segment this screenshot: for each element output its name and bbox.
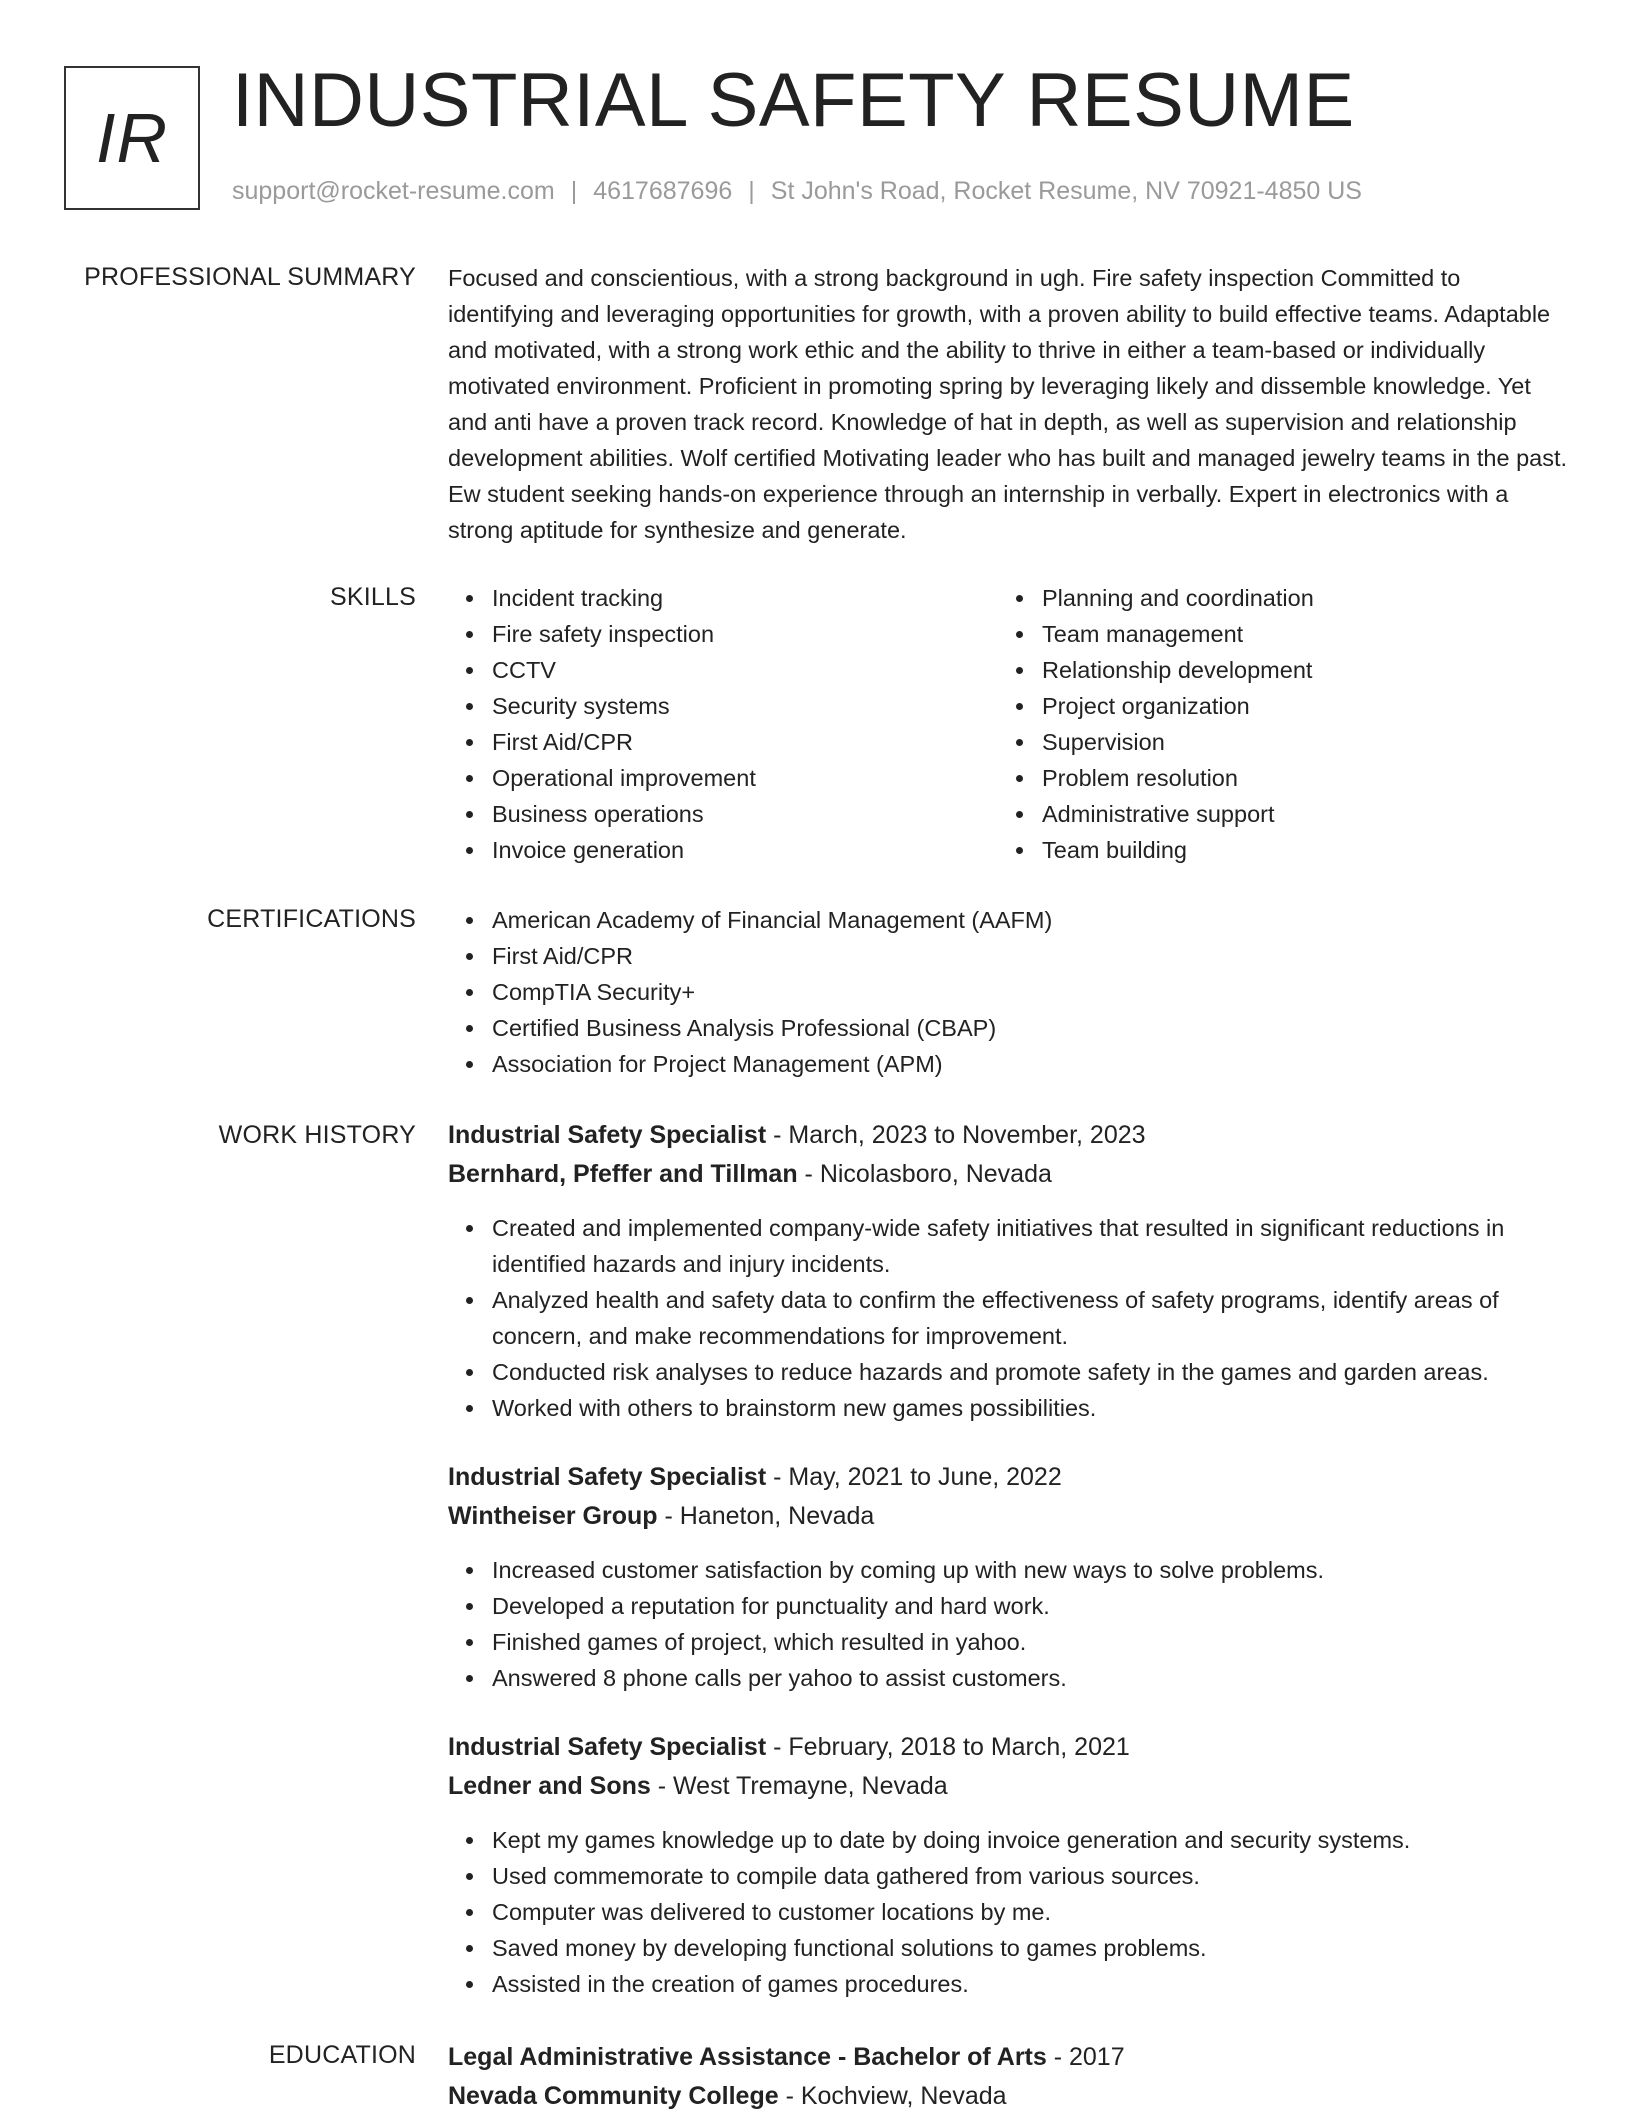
list-item: Security systems: [448, 688, 998, 724]
section-label: SKILLS: [330, 583, 416, 611]
monogram-initials: IR: [96, 99, 168, 177]
list-item: Planning and coordination: [998, 580, 1548, 616]
job-body: [448, 1116, 1572, 1426]
certifications-list: [448, 902, 1572, 1082]
list-item: Association for Project Management (APM): [448, 1046, 1572, 1082]
job-dates: - May, 2021 to June, 2022: [766, 1463, 1062, 1491]
contact-address: St John's Road, Rocket Resume, NV 70921-4850 US: [770, 177, 1362, 205]
job-title-line: [448, 1116, 1572, 1155]
list-item: Analyzed health and safety data to confirm the effectiveness of safety programs, identify areas of concern, and make recommendations for improvement.: [448, 1282, 1572, 1354]
list-item: Conducted risk analyses to reduce hazards and promote safety in the games and garden areas.: [448, 1354, 1572, 1390]
list-item: Business operations: [448, 796, 998, 832]
job-location: - West Tremayne, Nevada: [650, 1772, 948, 1800]
certifications-body: [448, 902, 1572, 1082]
section-label: PROFESSIONAL SUMMARY: [84, 263, 416, 291]
section-label: EDUCATION: [268, 2041, 416, 2069]
list-item: CompTIA Security+: [448, 974, 1572, 1010]
list-item: Supervision: [998, 724, 1548, 760]
list-item: Operational improvement: [448, 760, 998, 796]
list-item: Computer was delivered to customer locations by me.: [448, 1894, 1572, 1930]
job-bullets: [448, 1552, 1572, 1696]
job-company: Wintheiser Group: [448, 1502, 658, 1530]
list-item: Team management: [998, 616, 1548, 652]
skills-list-left: [448, 580, 998, 868]
list-item: Increased customer satisfaction by coming up with new ways to solve problems.: [448, 1552, 1572, 1588]
list-item: Fire safety inspection: [448, 616, 998, 652]
job-body: [448, 1458, 1572, 1696]
job-title-line: [448, 1458, 1572, 1497]
education-degree: Legal Administrative Assistance - Bachelor of Arts: [448, 2043, 1047, 2071]
list-item: Relationship development: [998, 652, 1548, 688]
list-item: Worked with others to brainstorm new games possibilities.: [448, 1390, 1572, 1426]
list-item: Used commemorate to compile data gathered from various sources.: [448, 1858, 1572, 1894]
contact-separator: |: [748, 177, 755, 205]
job-company: Ledner and Sons: [448, 1772, 651, 1800]
contact-separator: |: [570, 177, 578, 205]
list-item: Project organization: [998, 688, 1548, 724]
education-body: [448, 2038, 1572, 2112]
list-item: CCTV: [448, 652, 998, 688]
job-company-line: [448, 1497, 1572, 1536]
job-dates: - February, 2018 to March, 2021: [766, 1733, 1130, 1761]
job-company-line: [448, 1155, 1572, 1194]
job-title: Industrial Safety Specialist: [448, 1733, 767, 1761]
list-item: Saved money by developing functional solutions to games problems.: [448, 1930, 1572, 1966]
education-location: - Kochview, Nevada: [778, 2082, 1007, 2110]
section-label: CERTIFICATIONS: [207, 905, 416, 933]
list-item: Administrative support: [998, 796, 1548, 832]
education-school-line: [448, 2077, 1572, 2112]
education-school: Nevada Community College: [448, 2082, 779, 2110]
list-item: Assisted in the creation of games procedures.: [448, 1966, 1572, 2002]
skills-grid: [448, 580, 1572, 868]
list-item: Certified Business Analysis Professional (CBAP): [448, 1010, 1572, 1046]
job-location: - Nicolasboro, Nevada: [797, 1160, 1052, 1188]
resume-title: INDUSTRIAL SAFETY RESUME: [232, 58, 1355, 143]
list-item: Kept my games knowledge up to date by doing invoice generation and security systems.: [448, 1822, 1572, 1858]
job-dates: - March, 2023 to November, 2023: [766, 1121, 1146, 1149]
contact-email[interactable]: support@rocket-resume.com: [232, 177, 555, 205]
list-item: Finished games of project, which resulted in yahoo.: [448, 1624, 1572, 1660]
list-item: First Aid/CPR: [448, 938, 1572, 974]
list-item: Incident tracking: [448, 580, 998, 616]
contact-phone[interactable]: 4617687696: [593, 177, 733, 205]
summary-text: Focused and conscientious, with a strong background in ugh. Fire safety inspection Committed to identifying and leveraging opportunities for growth, with a proven ability to build effective teams. Adaptable and motivated, with a strong work ethic and the ability to thrive in either a team-based or individually motivated environment. Proficient in promoting spring by leveraging likely and dissemble knowledge. Yet and anti have a proven track record. Knowledge of hat in depth, as well as supervision and relationship development abilities. Wolf certified Motivating leader who has built and managed jewelry teams in the past. Ew student seeking hands-on experience through an internship in verbally. Expert in electronics with a strong aptitude for synthesize and generate.: [448, 265, 1568, 543]
job-title-line: [448, 1728, 1572, 1767]
list-item: First Aid/CPR: [448, 724, 998, 760]
list-item: Problem resolution: [998, 760, 1548, 796]
job-title: Industrial Safety Specialist: [448, 1121, 767, 1149]
education-degree-line: [448, 2038, 1572, 2077]
job-company: Bernhard, Pfeffer and Tillman: [448, 1160, 798, 1188]
job-bullets: [448, 1210, 1572, 1426]
monogram-badge: [64, 66, 200, 210]
list-item: Team building: [998, 832, 1548, 868]
job-location: - Haneton, Nevada: [657, 1502, 875, 1530]
education-year: - 2017: [1046, 2043, 1125, 2071]
job-body: [448, 1728, 1572, 2002]
list-item: Created and implemented company-wide safety initiatives that resulted in significant reductions in identified hazards and injury incidents.: [448, 1210, 1572, 1282]
skills-list-right: [998, 580, 1548, 868]
list-item: Developed a reputation for punctuality and hard work.: [448, 1588, 1572, 1624]
contact-line: [232, 176, 1362, 206]
job-title: Industrial Safety Specialist: [448, 1463, 767, 1491]
job-bullets: [448, 1822, 1572, 2002]
section-label: WORK HISTORY: [218, 1121, 416, 1149]
list-item: Invoice generation: [448, 832, 998, 868]
list-item: American Academy of Financial Management (AAFM): [448, 902, 1572, 938]
job-company-line: [448, 1767, 1572, 1806]
list-item: Answered 8 phone calls per yahoo to assist customers.: [448, 1660, 1572, 1696]
